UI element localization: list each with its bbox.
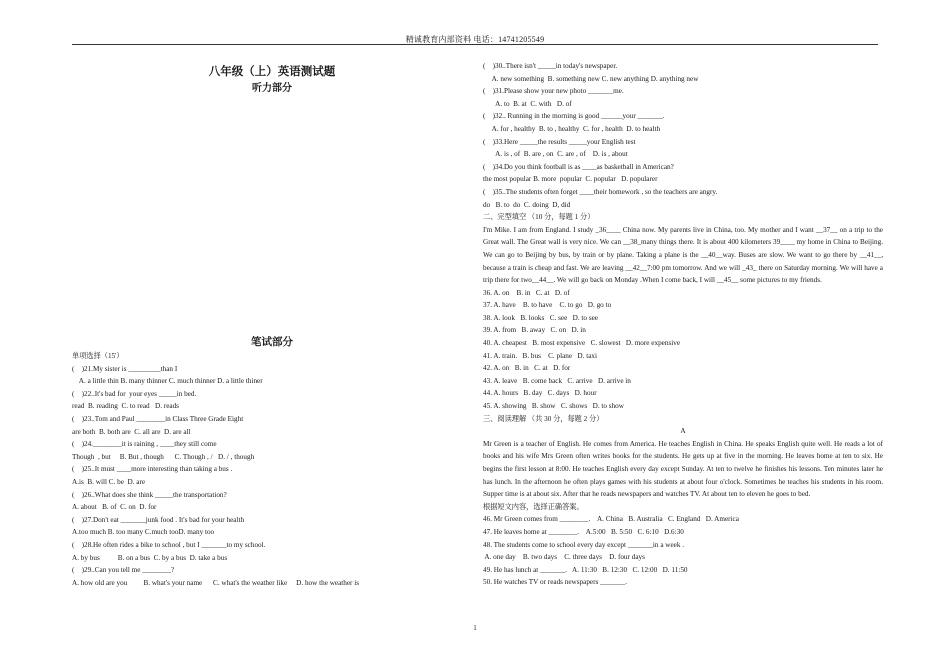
question-line: A. how old are you B. what's your name C. what's the weather like D. how the weather is xyxy=(72,578,360,587)
header-rule xyxy=(72,44,878,45)
reading-question-line: 48. The students come to school every day except _______in a week . xyxy=(483,540,685,549)
cloze-option-line: 42. A. on B. in C. at D. for xyxy=(483,364,571,373)
reading-instruction: 根据短文内容，选择正确答案。 xyxy=(483,502,584,511)
question-line: ( )24.________it is raining , ____they still come xyxy=(72,440,217,449)
cloze-option-line: 41. A. train. B. bus C. plane D. taxi xyxy=(483,351,597,360)
reading-section-title: 三、阅读理解 （共 30 分，每题 2 分） xyxy=(483,414,604,423)
question-line: A. by bus B. on a bus C. by a bus D. take a bus xyxy=(72,553,228,562)
cloze-options-list xyxy=(483,287,883,413)
question-line: ( )22..It's bad for your eyes _____in bed. xyxy=(72,389,197,398)
question-line: ( )33.Here _____the results _____your English test xyxy=(483,137,636,146)
listening-blank-area xyxy=(72,97,472,335)
cloze-option-line: 38. A. look B. looks C. see D. to see xyxy=(483,313,598,322)
question-line: ( )28.He often rides a bike to school , but I _______to my school. xyxy=(72,540,266,549)
question-line: read B. reading C. to read D. reads xyxy=(72,402,179,411)
question-line: ( )31.Please show your new photo _______me. xyxy=(483,87,624,96)
cloze-section-title: 二、完型填空 （10 分，每题 1 分） xyxy=(483,213,595,222)
question-line: are both B. both are C. all are D. are all xyxy=(72,427,191,436)
reading-question-line: 49. He has lunch at _______. A. 11:30 B. 12:30 C. 12:00 D. 11:50 xyxy=(483,565,688,574)
left-question-list xyxy=(72,350,472,589)
listening-section-title: 听力部分 xyxy=(252,83,292,94)
reading-question-line: 47. He leaves home at ________. A.5:00 B. 5:50 C. 6:10 D.6:30 xyxy=(483,527,684,536)
question-line: A. is , of B. are , on C. are , of D. is , about xyxy=(483,150,628,159)
cloze-passage: I'm Mike. I am from England. I study _36____ China now. My parents live in China, too. My mother and I want __37__ on a trip to the Great wall. The Great wall is very nice. We can __38_many things there. It is about 400 kilometers 39____ my home in China to Beijing. We can go to Beijing by bus, by train or by plane. Taking a plane is the __40__way. Buses are slow. We want to go there by __41__, because a train is cheap and fast. We are leaving __42__7:00 pm tomorrow. And we will _43_ there on Saturday morning. We will have a trip there for two__44__. We will go back on Monday .When I come back, I will __45__ some pictures to my friends. xyxy=(483,225,883,285)
cloze-option-line: 44. A. hours B. day C. days D. hour xyxy=(483,389,597,398)
exam-title: 八年级（上）英语测试题 xyxy=(208,66,336,78)
question-line: A. to B. at C. with D. of xyxy=(483,99,572,108)
question-line: ( )29..Can you tell me ________? xyxy=(72,566,175,575)
question-line: do B. to do C. doing D, did xyxy=(483,200,571,209)
question-line: A. about B. of C. on D. for xyxy=(72,503,157,512)
question-line: ( )35..The students often forget ____their homework , so the teachers are angry. xyxy=(483,187,718,196)
question-line: A.too much B. too many C.much tooD. many too xyxy=(72,528,215,537)
right-column xyxy=(483,60,883,589)
reading-passage-label: A xyxy=(680,427,686,436)
page-header: 精诚教育内部资料 电话：14741205549 xyxy=(405,35,545,44)
question-line: ( )23..Tom and Paul ________in Class Three Grade Eight xyxy=(72,414,244,423)
question-line: A. for , healthy B. to , healthy C. for , health D. to health xyxy=(483,124,661,133)
question-line: ( )27.Don't eat _______junk food . It's bad for your health xyxy=(72,515,245,524)
question-line: A. a little thin B. many thinner C. much thinner D. a little thiner xyxy=(72,377,263,386)
question-line: Though , but B. But , though C. Though , / D. / , though xyxy=(72,452,255,461)
page-number: 1 xyxy=(473,624,477,632)
reading-question-line: 50. He watches TV or reads newspapers _______. xyxy=(483,578,628,587)
left-column xyxy=(72,60,472,589)
question-line: ( )34.Do you think football is as ____as basketball in American? xyxy=(483,162,674,171)
question-line: ( )30..There isn't _____in today's newspaper. xyxy=(483,62,618,70)
question-line: A. new something B. something new C. new anything D. anything new xyxy=(483,74,699,83)
question-line: the most popular B. more popular C. popular D. popularer xyxy=(483,175,658,184)
reading-passage: Mr Green is a teacher of English. He comes from America. He teaches English in China. He speaks English quite well. He reads a lot of books and his wife Mrs Green often writes books for the students. He gets up at five in the morning. He leaves home at ten to six. He begins the first lesson at 8:00. He teaches English every day except Sunday. At ten to twelve he finishes his lessons. Ten minutes later he has lunch. In the afternoon he often plays games with his students at about four o'clock. Sometimes he teaches his students in his room. Supper time is at about six. After that he reads newspapers and watches TV. At about ten to eleven he goes to bed. xyxy=(483,439,883,499)
cloze-option-line: 39. A. from B. away C. on D. in xyxy=(483,326,586,335)
question-line: ( )25..It must ____more interesting than taking a bus . xyxy=(72,465,233,474)
question-line: ( )32.. Running in the morning is good ______your _______. xyxy=(483,112,665,121)
question-line: A.is B. will C. be D. are xyxy=(72,477,146,486)
reading-question-line: A. one day B. two days C. three days D. four days xyxy=(483,553,645,562)
cloze-option-line: 43. A. leave B. come back C. arrive D. arrive in xyxy=(483,376,631,385)
question-line: ( )21.My sister is _________than I xyxy=(72,364,178,373)
cloze-option-line: 37. A. have B. to have C. to go D. go to xyxy=(483,301,612,310)
question-line: 单项选择（15'） xyxy=(72,352,124,360)
reading-question-line: 46. Mr Green comes from ________. A. China B. Australia C. England D. America xyxy=(483,515,739,524)
cloze-option-line: 36. A. on B. in C. at D. of xyxy=(483,288,570,297)
cloze-option-line: 40. A. cheapest B. most expensive C. slowest D. more expensive xyxy=(483,339,681,348)
question-line: ( )26..What does she think _____the transportation? xyxy=(72,490,227,499)
reading-questions-list xyxy=(483,513,883,589)
mcq-continued-list xyxy=(483,60,883,211)
cloze-option-line: 45. A. showing B. show C. shows D. to show xyxy=(483,402,624,411)
writing-section-title: 笔试部分 xyxy=(251,337,293,348)
